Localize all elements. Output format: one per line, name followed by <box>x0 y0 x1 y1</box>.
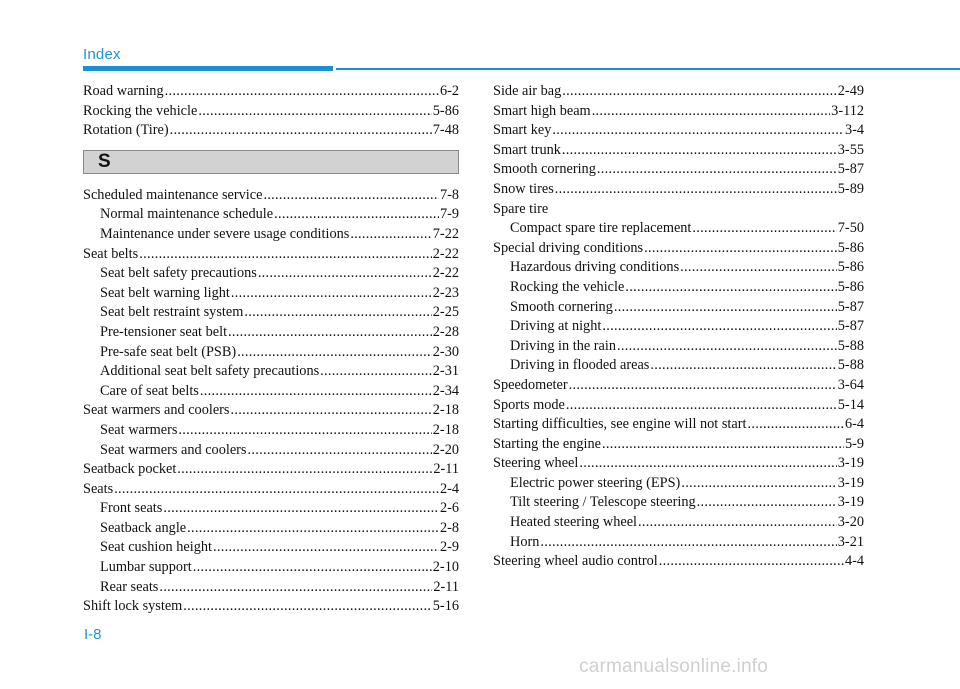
dot-leader <box>258 264 432 284</box>
index-entry-page: 3-112 <box>831 102 864 119</box>
index-entry-page: 4-4 <box>844 553 864 570</box>
index-entry <box>493 513 864 533</box>
index-entry <box>83 245 459 265</box>
index-entry-page: 2-4 <box>439 480 459 497</box>
index-entry <box>493 376 864 396</box>
index-entry-label: Hazardous driving conditions <box>510 259 680 276</box>
index-entry <box>493 454 864 474</box>
index-list-right <box>493 82 864 572</box>
dot-leader <box>566 396 837 416</box>
index-entry <box>493 278 864 298</box>
index-entry-page: 5-88 <box>837 357 864 374</box>
index-entry-label: Snow tires <box>493 180 554 197</box>
index-entry <box>493 219 864 239</box>
dot-leader <box>555 180 837 200</box>
index-entry <box>83 362 459 382</box>
index-entry <box>83 538 459 558</box>
index-entry-label: Additional seat belt safety precautions <box>100 363 320 380</box>
dot-leader <box>198 102 431 122</box>
index-entry-label: Seat warmers <box>100 421 178 438</box>
index-entry-page: 7-9 <box>439 206 459 223</box>
dot-leader <box>193 558 432 578</box>
index-entry <box>493 200 864 220</box>
header-rule-thin <box>336 68 960 70</box>
dot-leader <box>540 533 836 553</box>
index-entry-page: 3-19 <box>837 455 864 472</box>
index-entry <box>493 239 864 259</box>
index-entry-page: 3-64 <box>837 376 864 393</box>
index-entry <box>83 186 459 206</box>
index-entry <box>493 396 864 416</box>
dot-leader <box>562 82 836 102</box>
dot-leader <box>274 205 439 225</box>
dot-leader <box>638 513 837 533</box>
dot-leader <box>747 415 843 435</box>
index-entry <box>493 356 864 376</box>
index-entry-page: 2-20 <box>432 441 459 458</box>
index-entry <box>83 102 459 122</box>
dot-leader <box>170 121 432 141</box>
index-entry-label: Scheduled maintenance service <box>83 186 263 203</box>
index-entry-label: Rocking the vehicle <box>510 278 625 295</box>
index-entry-page: 3-55 <box>837 141 864 158</box>
index-column-left <box>83 82 459 617</box>
index-entry <box>83 460 459 480</box>
index-entry-label: Heated steering wheel <box>510 514 638 531</box>
index-entry-page: 2-25 <box>432 304 459 321</box>
index-entry-page: 2-34 <box>432 382 459 399</box>
index-entry-page: 2-9 <box>439 539 459 556</box>
index-entry-page: 7-22 <box>432 225 459 242</box>
dot-leader <box>592 102 830 122</box>
index-list-left-bottom <box>83 186 459 617</box>
dot-leader <box>320 362 432 382</box>
index-entry-label: Special driving conditions <box>493 239 644 256</box>
index-entry <box>493 298 864 318</box>
index-entry-label: Maintenance under severe usage conditions <box>100 225 350 242</box>
index-entry-page: 7-48 <box>432 122 459 139</box>
index-entry-label: Front seats <box>100 500 163 517</box>
index-entry-page: 3-21 <box>837 533 864 550</box>
index-entry-page: 5-88 <box>837 337 864 354</box>
index-entry-label: Steering wheel audio control <box>493 553 658 570</box>
dot-leader <box>163 499 439 519</box>
index-entry-page: 5-9 <box>844 435 864 452</box>
index-entry <box>83 401 459 421</box>
index-entry-label: Seat warmers and coolers <box>100 441 247 458</box>
dot-leader <box>248 441 432 461</box>
dot-leader <box>617 337 837 357</box>
index-entry <box>493 317 864 337</box>
index-entry-page: 7-50 <box>837 220 864 237</box>
index-entry <box>493 474 864 494</box>
dot-leader <box>139 245 432 265</box>
index-entry-page: 2-28 <box>432 323 459 340</box>
index-entry-label: Normal maintenance schedule <box>100 206 274 223</box>
index-entry-label: Electric power steering (EPS) <box>510 474 681 491</box>
index-entry-label: Sports mode <box>493 396 565 413</box>
dot-leader <box>681 474 836 494</box>
section-header-s <box>83 150 459 174</box>
index-entry-page: 5-16 <box>432 598 459 615</box>
section-letter: S <box>98 150 111 172</box>
index-entry-label: Seatback angle <box>100 519 187 536</box>
index-entry-label: Pre-tensioner seat belt <box>100 323 228 340</box>
index-entry-page: 3-19 <box>837 494 864 511</box>
dot-leader <box>597 160 837 180</box>
dot-leader <box>614 298 837 318</box>
index-entry <box>493 337 864 357</box>
index-entry-label: Lumbar support <box>100 559 192 576</box>
index-entry-page: 3-4 <box>844 122 864 139</box>
index-entry-label: Smooth cornering <box>510 298 613 315</box>
index-column-right <box>493 82 864 572</box>
index-entry-page: 5-14 <box>837 396 864 413</box>
index-entry <box>83 578 459 598</box>
index-entry-label: Speedometer <box>493 376 568 393</box>
index-entry-page: 5-89 <box>837 180 864 197</box>
index-entry-page: 2-11 <box>433 461 459 478</box>
index-entry-label: Rotation (Tire) <box>83 122 169 139</box>
index-entry-label: Road warning <box>83 83 164 99</box>
dot-leader <box>231 284 432 304</box>
index-entry-page: 3-20 <box>837 514 864 531</box>
index-entry-page: 5-86 <box>837 259 864 276</box>
dot-leader <box>680 258 837 278</box>
index-entry-label: Seat belt safety precautions <box>100 265 257 282</box>
dot-leader <box>692 219 836 239</box>
index-entry-page: 2-49 <box>837 83 864 99</box>
index-entry <box>493 258 864 278</box>
index-entry <box>83 284 459 304</box>
index-entry <box>493 82 864 102</box>
dot-leader <box>200 382 432 402</box>
dot-leader <box>697 493 837 513</box>
dot-leader <box>183 597 431 617</box>
index-list-left-top <box>83 82 459 141</box>
index-entry <box>83 225 459 245</box>
index-entry-page: 2-6 <box>439 500 459 517</box>
dot-leader <box>231 401 432 421</box>
index-entry-label: Seat belts <box>83 245 139 262</box>
index-entry-page: 5-86 <box>432 102 459 119</box>
index-entry-label: Spare tire <box>493 200 549 217</box>
header-rule-thick <box>83 66 333 71</box>
index-entry <box>493 160 864 180</box>
dot-leader <box>602 317 836 337</box>
index-entry <box>83 343 459 363</box>
dot-leader <box>228 323 432 343</box>
index-entry-label: Care of seat belts <box>100 382 199 399</box>
index-entry-label: Tilt steering / Telescope steering <box>510 494 696 511</box>
watermark: carmanualsonline.info <box>579 656 769 677</box>
index-entry-page: 2-31 <box>432 363 459 380</box>
dot-leader <box>579 454 836 474</box>
index-entry <box>493 552 864 572</box>
index-entry-label: Seat belt warning light <box>100 284 230 301</box>
index-entry-page: 5-87 <box>837 298 864 315</box>
dot-leader <box>178 421 431 441</box>
index-entry-page: 2-23 <box>432 284 459 301</box>
dot-leader <box>350 225 431 245</box>
index-entry-page: 2-18 <box>432 402 459 419</box>
index-entry-label: Horn <box>510 533 540 550</box>
index-entry-label: Smart key <box>493 122 552 139</box>
index-entry-page: 2-11 <box>433 578 459 595</box>
page-number: I-8 <box>84 626 102 643</box>
index-entry-label: Smooth cornering <box>493 161 596 178</box>
index-entry-page: 5-86 <box>837 278 864 295</box>
index-entry-label: Smart trunk <box>493 141 561 158</box>
dot-leader <box>569 376 837 396</box>
index-entry <box>493 533 864 553</box>
index-entry <box>83 441 459 461</box>
index-entry-page: 5-87 <box>837 318 864 335</box>
index-entry <box>83 421 459 441</box>
index-entry <box>493 141 864 161</box>
index-entry <box>83 480 459 500</box>
dot-leader <box>562 141 837 161</box>
index-entry <box>493 102 864 122</box>
index-entry-label: Seat warmers and coolers <box>83 402 230 419</box>
index-entry <box>83 205 459 225</box>
index-entry-label: Seats <box>83 480 114 497</box>
dot-leader <box>237 343 432 363</box>
dot-leader <box>659 552 844 572</box>
index-entry-page: 5-86 <box>837 239 864 256</box>
dot-leader <box>165 82 439 102</box>
index-header-title: Index <box>83 46 121 63</box>
dot-leader <box>177 460 432 480</box>
index-entry-label: Starting the engine <box>493 435 601 452</box>
index-entry <box>493 435 864 455</box>
dot-leader <box>602 435 844 455</box>
dot-leader <box>625 278 836 298</box>
index-entry-label: Driving in flooded areas <box>510 357 650 374</box>
index-entry-page: 2-18 <box>432 421 459 438</box>
dot-leader <box>187 519 439 539</box>
index-entry-page: 2-30 <box>432 343 459 360</box>
index-entry <box>493 121 864 141</box>
index-entry <box>83 264 459 284</box>
index-entry-page: 2-10 <box>432 559 459 576</box>
index-entry <box>83 519 459 539</box>
index-entry-label: Driving in the rain <box>510 337 617 354</box>
dot-leader <box>650 356 836 376</box>
index-entry <box>83 323 459 343</box>
index-entry-page: 3-19 <box>837 474 864 491</box>
index-entry <box>83 82 459 102</box>
index-entry-page: 6-4 <box>844 416 864 433</box>
index-entry <box>83 382 459 402</box>
index-entry-label: Shift lock system <box>83 598 183 615</box>
index-entry <box>493 415 864 435</box>
index-entry-page: 6-2 <box>439 83 459 99</box>
index-entry-label: Smart high beam <box>493 102 591 119</box>
index-entry <box>493 493 864 513</box>
dot-leader <box>552 121 844 141</box>
index-entry <box>83 121 459 141</box>
index-entry-label: Compact spare tire replacement <box>510 220 692 237</box>
index-entry-label: Side air bag <box>493 83 562 99</box>
index-entry <box>83 303 459 323</box>
index-entry-page: 2-8 <box>439 519 459 536</box>
dot-leader <box>263 186 439 206</box>
index-entry-label: Pre-safe seat belt (PSB) <box>100 343 237 360</box>
index-entry-page: 5-87 <box>837 161 864 178</box>
index-entry-label: Rear seats <box>100 578 159 595</box>
dot-leader <box>213 538 439 558</box>
index-entry-label: Driving at night <box>510 318 602 335</box>
index-entry-page: 2-22 <box>432 265 459 282</box>
index-entry-label: Rocking the vehicle <box>83 102 198 119</box>
index-entry <box>83 597 459 617</box>
index-entry-label: Steering wheel <box>493 455 579 472</box>
index-entry <box>83 558 459 578</box>
dot-leader <box>159 578 432 598</box>
index-entry-label: Seatback pocket <box>83 461 177 478</box>
index-entry <box>83 499 459 519</box>
index-entry-label: Seat cushion height <box>100 539 212 556</box>
index-entry-page: 2-22 <box>432 245 459 262</box>
index-entry <box>493 180 864 200</box>
index-entry-label: Starting difficulties, see engine will not start <box>493 416 747 433</box>
dot-leader <box>114 480 439 500</box>
index-entry-label: Seat belt restraint system <box>100 304 244 321</box>
dot-leader <box>644 239 837 259</box>
dot-leader <box>244 303 431 323</box>
index-entry-page: 7-8 <box>439 186 459 203</box>
